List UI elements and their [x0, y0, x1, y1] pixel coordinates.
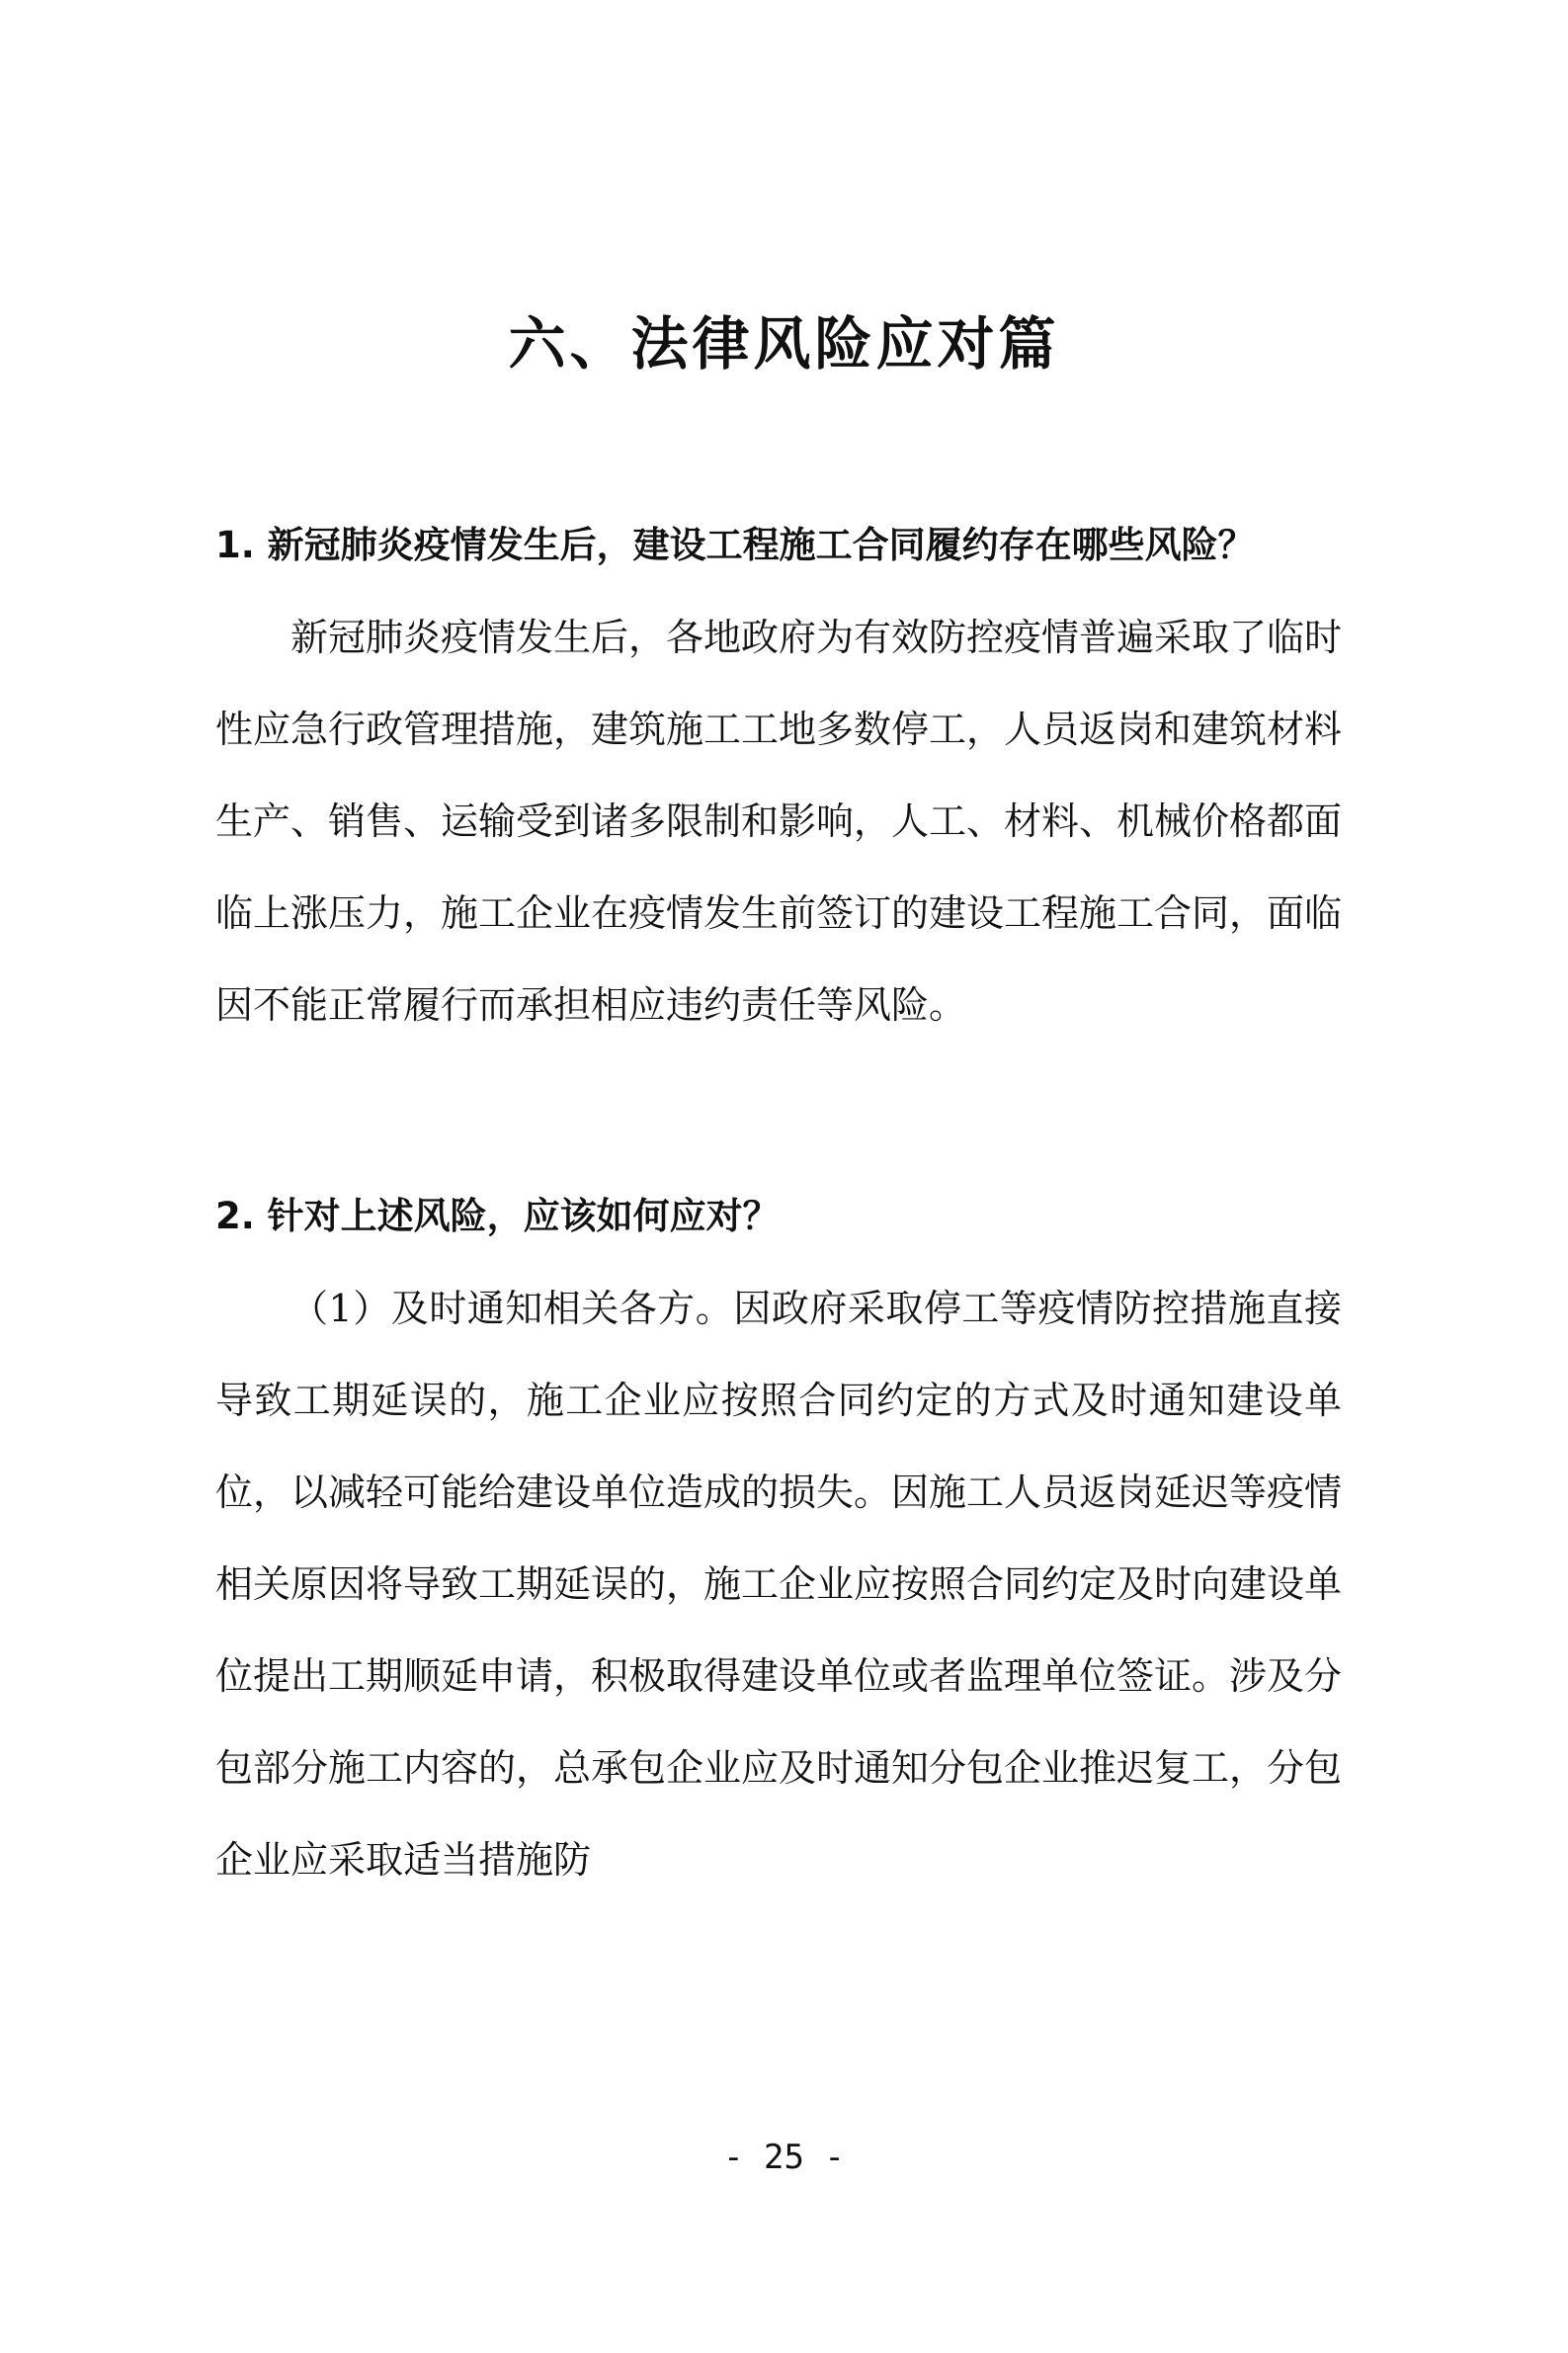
answer-1-paragraph: 新冠肺炎疫情发生后，各地政府为有效防控疫情普遍采取了临时性应急行政管理措施，建筑施工工地多数停工，人员返岗和建筑材料生产、销售、运输受到诸多限制和影响，人工、材料、机械价格都面临上涨压力，施工企业在疫情发生前签订的建设工程施工合同，面临因不能正常履行而承担相应违约责任等风险。: [215, 616, 1343, 1027]
section-spacer: [215, 1051, 1342, 1170]
answer-2-paragraph: （1）及时通知相关各方。因政府采取停工等疫情防控措施直接导致工期延误的，施工企业应按照合同约定的方式及时通知建设单位，以减轻可能给建设单位造成的损失。因施工人员返岗延迟等疫情相关原因将导致工期延误的，施工企业应按照合同约定及时向建设单位提出工期顺延申请，积极取得建设单位或者监理单位签证。涉及分包部分施工内容的，总承包企业应及时通知分包企业推迟复工，分包企业应采取适当措施防: [215, 1287, 1343, 1882]
question-1-heading: 1. 新冠肺炎疫情发生后，建设工程施工合同履约存在哪些风险？: [215, 524, 1255, 566]
document-body: [215, 499, 1342, 1906]
question-2-heading: 2. 针对上述风险，应该如何应对？: [215, 1195, 780, 1237]
page-title: 六、法律风险应对篇: [508, 310, 1060, 378]
page-number: - 25 -: [723, 2138, 845, 2177]
